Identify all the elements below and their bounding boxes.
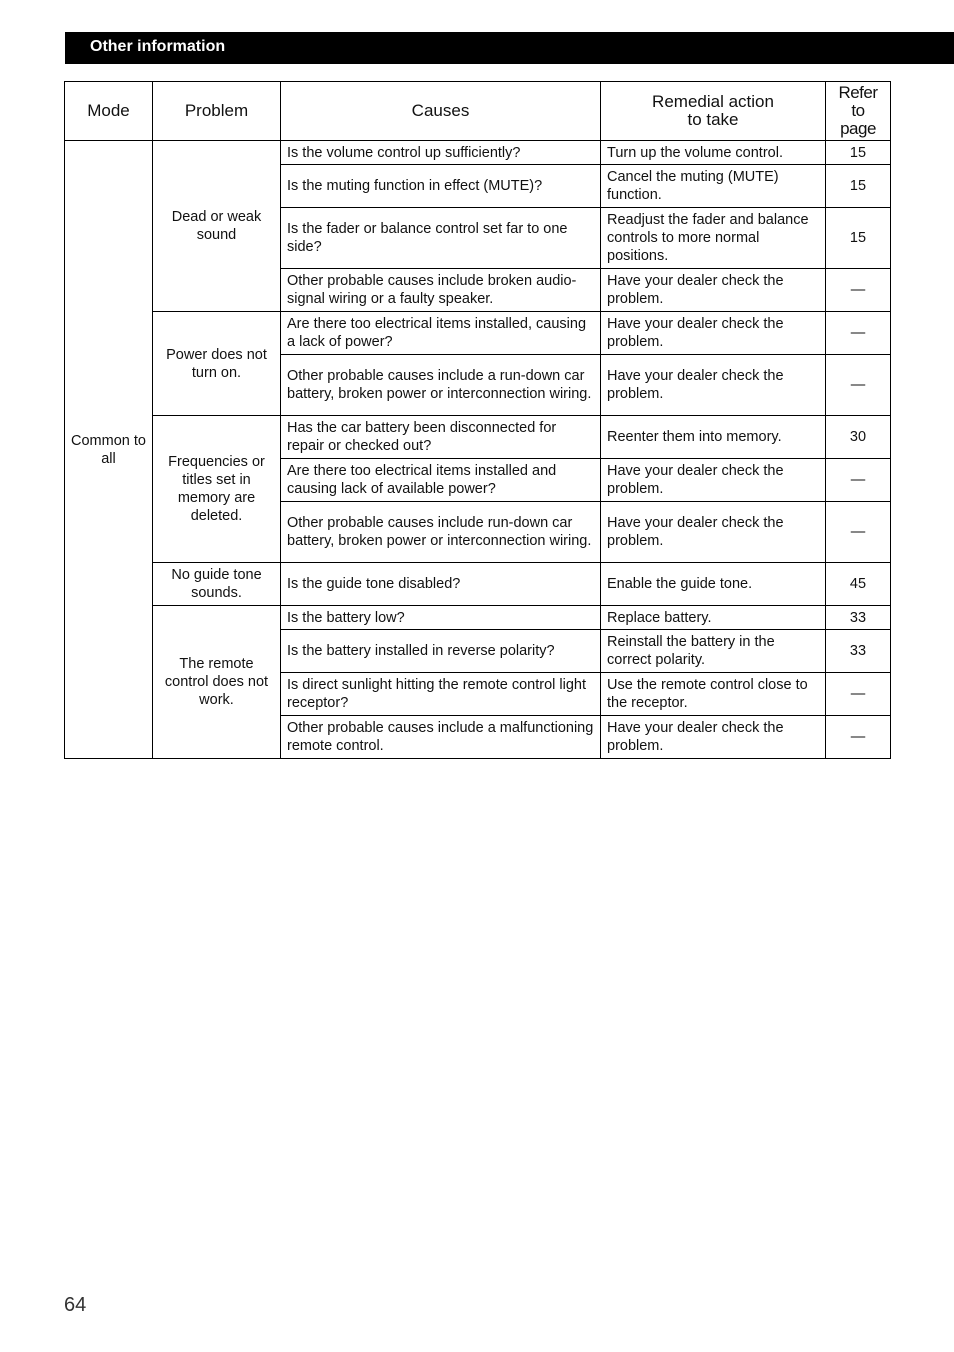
- action-cell: Use the remote control close to the receptor.: [601, 673, 826, 716]
- cause-cell: Is the battery low?: [281, 606, 601, 630]
- section-title: Other information: [65, 32, 954, 64]
- action-cell: Have your dealer check the problem.: [601, 269, 826, 312]
- action-cell: Have your dealer check the problem.: [601, 716, 826, 759]
- page-cell: —: [826, 355, 891, 416]
- table-row: [65, 606, 891, 630]
- troubleshooting-table: [64, 81, 891, 759]
- page-cell: 33: [826, 630, 891, 673]
- page-cell: —: [826, 716, 891, 759]
- header-remedial-line2: to take: [687, 110, 739, 129]
- page-cell: —: [826, 312, 891, 355]
- cause-cell: Is the guide tone disabled?: [281, 563, 601, 606]
- cause-cell: Is the volume control up sufficiently?: [281, 141, 601, 165]
- action-cell: Have your dealer check the problem.: [601, 312, 826, 355]
- cause-cell: Has the car battery been disconnected for repair or checked out?: [281, 416, 601, 459]
- table-header-row: [65, 82, 891, 141]
- cause-cell: Is the fader or balance control set far to one side?: [281, 208, 601, 269]
- table-row: [65, 141, 891, 165]
- problem-cell: The remote control does not work.: [153, 606, 281, 759]
- problem-cell: Power does not turn on.: [153, 312, 281, 416]
- cause-cell: Other probable causes include a malfunctioning remote control.: [281, 716, 601, 759]
- page-cell: 33: [826, 606, 891, 630]
- page-cell: —: [826, 502, 891, 563]
- action-cell: Have your dealer check the problem.: [601, 459, 826, 502]
- action-cell: Reenter them into memory.: [601, 416, 826, 459]
- action-cell: Reinstall the battery in the correct polarity.: [601, 630, 826, 673]
- page-cell: 15: [826, 141, 891, 165]
- table-row: [65, 563, 891, 606]
- header-problem: Problem: [153, 82, 281, 141]
- cause-cell: Other probable causes include broken audio-signal wiring or a faulty speaker.: [281, 269, 601, 312]
- header-refer-page: [826, 82, 891, 141]
- action-cell: Readjust the fader and balance controls to more normal positions.: [601, 208, 826, 269]
- header-refer-line2: page: [840, 119, 876, 138]
- page-number: 64: [64, 1294, 87, 1316]
- page-cell: 15: [826, 165, 891, 208]
- action-cell: Enable the guide tone.: [601, 563, 826, 606]
- page-cell: 30: [826, 416, 891, 459]
- cause-cell: Is direct sunlight hitting the remote control light receptor?: [281, 673, 601, 716]
- problem-cell: Frequencies or titles set in memory are deleted.: [153, 416, 281, 563]
- header-causes: Causes: [281, 82, 601, 141]
- cause-cell: Is the muting function in effect (MUTE)?: [281, 165, 601, 208]
- page-cell: —: [826, 269, 891, 312]
- page-cell: 45: [826, 563, 891, 606]
- page-cell: 15: [826, 208, 891, 269]
- header-mode: Mode: [65, 82, 153, 141]
- cause-cell: Other probable causes include run-down car battery, broken power or interconnection wiring.: [281, 502, 601, 563]
- action-cell: Cancel the muting (MUTE) function.: [601, 165, 826, 208]
- cause-cell: Are there too electrical items installed and causing lack of available power?: [281, 459, 601, 502]
- page-cell: —: [826, 459, 891, 502]
- action-cell: Turn up the volume control.: [601, 141, 826, 165]
- cause-cell: Other probable causes include a run-down car battery, broken power or interconnection wiring.: [281, 355, 601, 416]
- action-cell: Have your dealer check the problem.: [601, 502, 826, 563]
- header-remedial-line1: Remedial action: [652, 92, 774, 111]
- header-refer-line1: Refer to: [838, 83, 878, 120]
- cause-cell: Is the battery installed in reverse polarity?: [281, 630, 601, 673]
- cause-cell: Are there too electrical items installed, causing a lack of power?: [281, 312, 601, 355]
- table-row: [65, 416, 891, 459]
- problem-cell: No guide tone sounds.: [153, 563, 281, 606]
- action-cell: Have your dealer check the problem.: [601, 355, 826, 416]
- page-cell: —: [826, 673, 891, 716]
- header-remedial-action: [601, 82, 826, 141]
- table-row: [65, 312, 891, 355]
- action-cell: Replace battery.: [601, 606, 826, 630]
- mode-cell: Common to all: [65, 141, 153, 759]
- problem-cell: Dead or weak sound: [153, 141, 281, 312]
